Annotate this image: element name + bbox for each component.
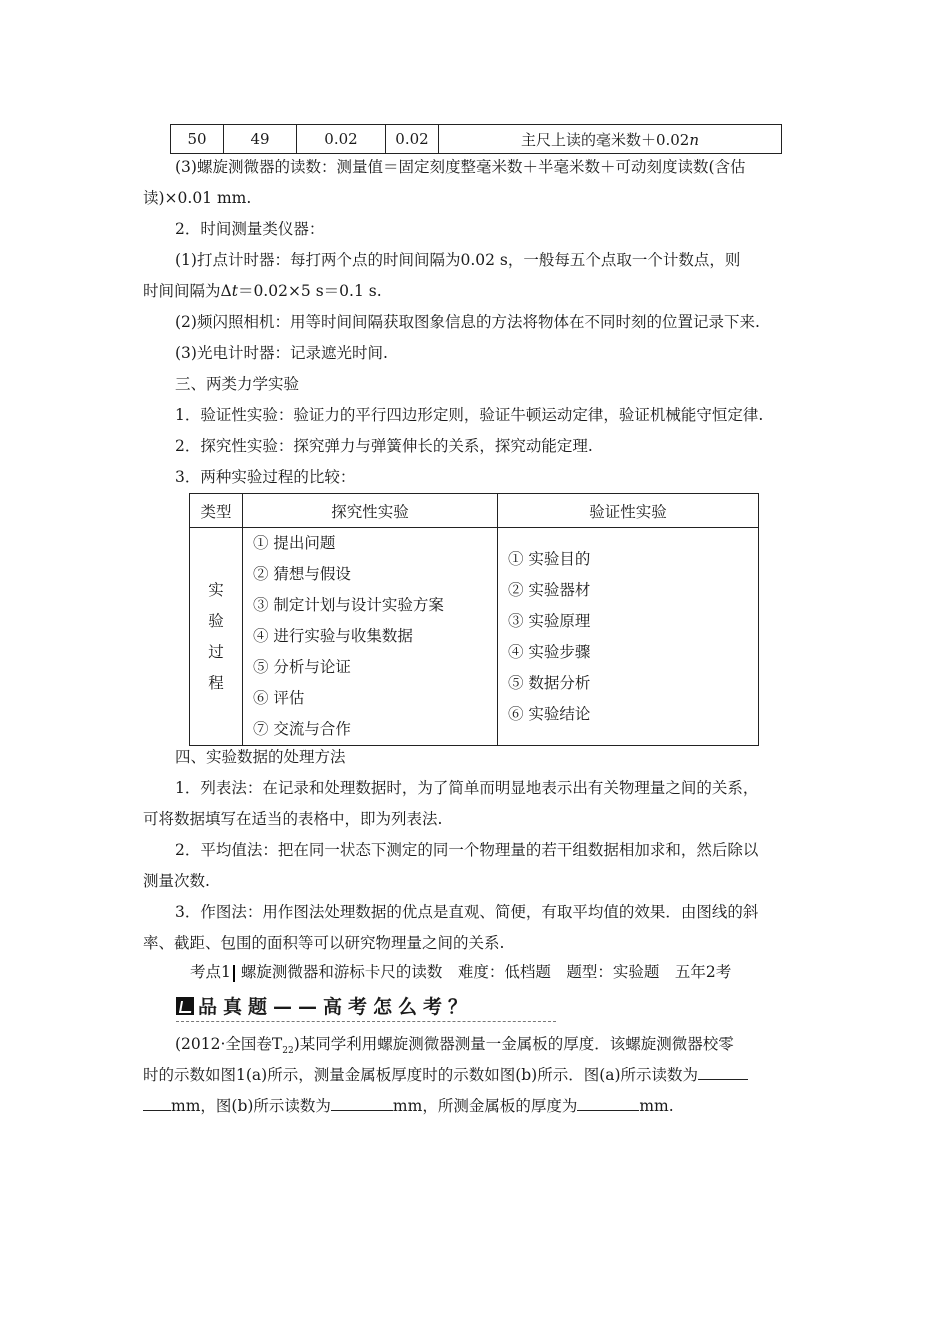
paragraph: 读)×0.01 mm. (143, 189, 252, 207)
paragraph: (1)打点计时器：每打两个点的时间间隔为0.02 s，一般每五个点取一个计数点，则 (175, 251, 741, 269)
comparison-table (189, 493, 759, 746)
table-cell: 0.02 (386, 125, 439, 154)
table-row-label: 实 验 过 程 (190, 528, 243, 746)
list-item: ⑥ 实验结论 (508, 704, 591, 723)
answer-blank[interactable] (331, 1096, 393, 1111)
exam-point-text: 螺旋测微器和游标卡尺的读数 难度：低档题 题型：实验题 五年2考 (240, 963, 732, 981)
list-item: ⑤ 分析与论证 (253, 658, 351, 676)
paragraph: 3．作图法：用作图法处理数据的优点是直观、简便，有取平均值的效果．由图线的斜 (175, 903, 759, 921)
answer-blank[interactable] (577, 1096, 639, 1111)
list-item: ② 实验器材 (508, 580, 591, 599)
table-header: 探究性实验 (243, 494, 498, 528)
paragraph: 2．探究性实验：探究弹力与弹簧伸长的关系，探究动能定理. (175, 437, 593, 455)
dashed-divider (176, 1021, 556, 1022)
table-cell: 49 (224, 125, 297, 154)
paragraph: (3)光电计时器：记录遮光时间. (175, 344, 388, 362)
list-item: ④ 实验步骤 (508, 642, 591, 661)
paragraph: (2)频闪照相机：用等时间间隔获取图象信息的方法将物体在不同时刻的位置记录下来. (175, 313, 760, 331)
vernier-table-row (170, 124, 782, 154)
paragraph: 率、截距、包围的面积等可以研究物理量之间的关系. (143, 934, 505, 952)
paragraph: 1．列表法：在记录和处理数据时，为了简单而明显地表示出有关物理量之间的关系， (175, 779, 759, 797)
list-item: ⑦ 交流与合作 (253, 720, 351, 738)
paragraph: 3．两种实验过程的比较： (175, 468, 356, 486)
divider (233, 965, 235, 982)
checkmark-box-icon (176, 997, 194, 1015)
exam-point-line (190, 960, 731, 982)
table-header: 类型 (190, 494, 243, 528)
verify-steps (498, 528, 759, 746)
paragraph: 2．时间测量类仪器： (175, 220, 325, 238)
list-item: ① 实验目的 (508, 549, 591, 568)
table-cell: 主尺上读的毫米数＋0.02n (439, 125, 782, 154)
table-cell: 0.02 (297, 125, 386, 154)
paragraph: 测量次数. (143, 872, 210, 890)
list-item: ① 提出问题 (253, 534, 336, 552)
question-line: 时的示数如图1(a)所示，测量金属板厚度时的示数如图(b)所示．图(a)所示读数为 (143, 1064, 748, 1086)
answer-blank[interactable] (143, 1096, 171, 1111)
banner-title: 品真题——高考怎么考？ (198, 996, 474, 1018)
list-item: ③ 实验原理 (508, 611, 591, 630)
question-line: (2012·全国卷$T_{22}$)某同学利用螺旋测微器测量一金属板的厚度．该螺旋测微器校零 (175, 1035, 734, 1057)
section-heading: 四、实验数据的处理方法 (175, 748, 346, 766)
list-item: ② 猜想与假设 (253, 565, 351, 583)
paragraph: 2．平均值法：把在同一状态下测定的同一个物理量的若干组数据相加求和，然后除以 (175, 841, 759, 859)
question-line: mm，图(b)所示读数为 mm，所测金属板的厚度为 mm. (143, 1095, 674, 1117)
list-item: ④ 进行实验与收集数据 (253, 627, 413, 645)
paragraph: 1．验证性实验：验证力的平行四边形定则，验证牛顿运动定律，验证机械能守恒定律. (175, 406, 764, 424)
paragraph: 时间间隔为Δt＝0.02×5 s＝0.1 s. (143, 282, 382, 300)
section-heading: 三、两类力学实验 (175, 375, 300, 393)
exam-point-label: 考点1 (190, 963, 231, 981)
answer-blank[interactable] (698, 1065, 748, 1080)
list-item: ⑥ 评估 (253, 689, 305, 707)
list-item: ⑤ 数据分析 (508, 673, 591, 692)
list-item: ③ 制定计划与设计实验方案 (253, 596, 444, 614)
paragraph: (3)螺旋测微器的读数：测量值＝固定刻度整毫米数＋半毫米数＋可动刻度读数(含估 (175, 158, 746, 176)
table-header: 验证性实验 (498, 494, 759, 528)
paragraph: 可将数据填写在适当的表格中，即为列表法. (143, 810, 443, 828)
explore-steps (243, 528, 498, 746)
table-cell: 50 (171, 125, 224, 154)
section-banner (176, 992, 473, 1020)
